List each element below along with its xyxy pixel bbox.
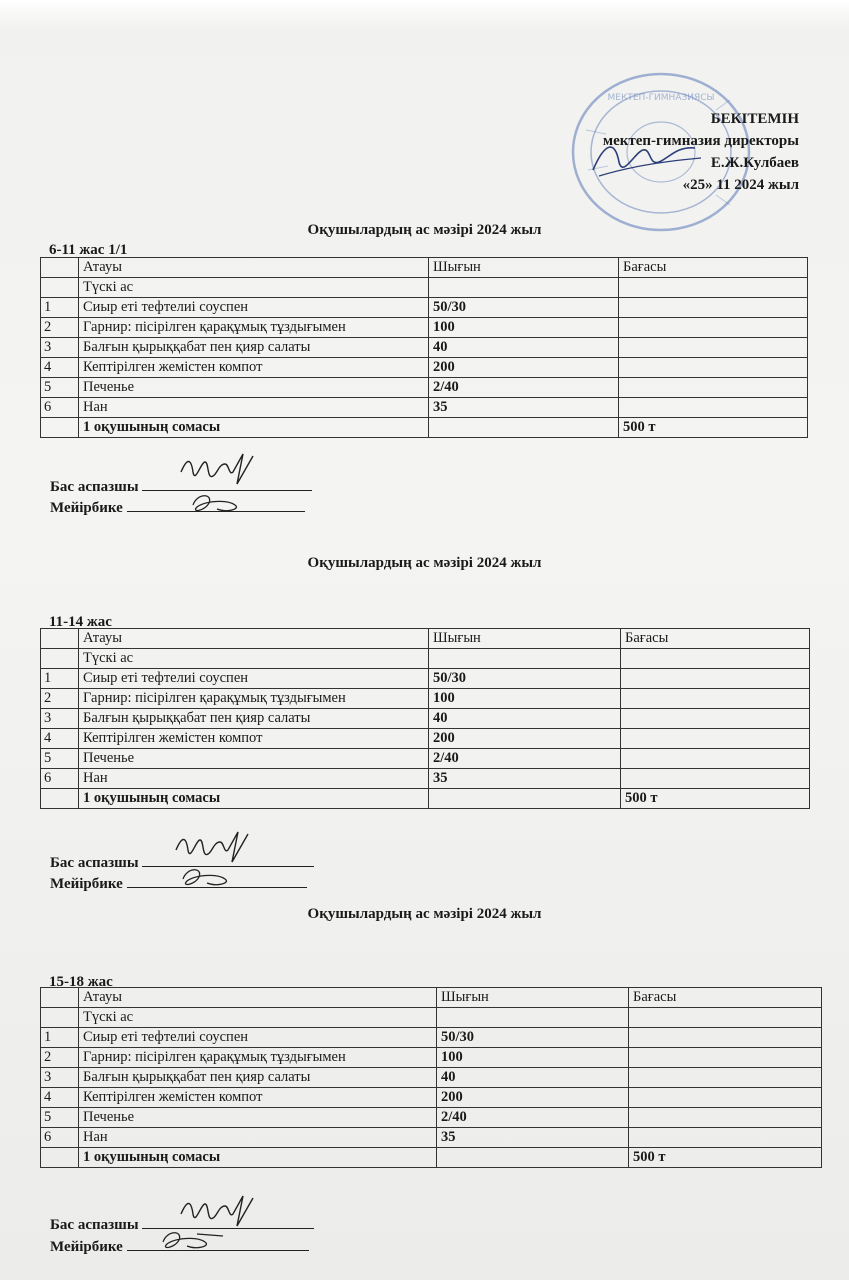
row-number: 4 <box>41 729 79 749</box>
dish-price <box>619 378 808 398</box>
section-row <box>41 278 808 298</box>
signature-blank <box>127 1236 309 1251</box>
dish-price <box>629 1068 822 1088</box>
dish-name: Гарнир: пісірілген қарақұмық тұздығымен <box>79 689 429 709</box>
row-number: 6 <box>41 769 79 789</box>
nurse-signature <box>157 1226 227 1252</box>
menu-table <box>40 628 810 809</box>
table-row <box>41 689 810 709</box>
table-row <box>41 1028 822 1048</box>
nurse-signature-line <box>50 1236 309 1256</box>
dish-portion: 50/30 <box>437 1028 629 1048</box>
dish-name: Сиыр еті тефтелиі соуспен <box>79 669 429 689</box>
director-signature <box>585 132 705 187</box>
dish-name: Балғын қырыққабат пен қияр салаты <box>79 1068 437 1088</box>
table-row <box>41 338 808 358</box>
column-header-portion: Шығын <box>437 988 629 1008</box>
dish-name: Балғын қырыққабат пен қияр салаты <box>79 338 429 358</box>
row-number: 1 <box>41 1028 79 1048</box>
dish-name: Печенье <box>79 749 429 769</box>
dish-price <box>619 298 808 318</box>
dish-portion: 100 <box>429 689 621 709</box>
row-number: 5 <box>41 1108 79 1128</box>
dish-portion: 100 <box>429 318 619 338</box>
dish-name: Кептірілген жемістен компот <box>79 729 429 749</box>
table-header-row <box>41 629 810 649</box>
dish-name: Гарнир: пісірілген қарақұмық тұздығымен <box>79 1048 437 1068</box>
column-header-name: Атауы <box>79 258 429 278</box>
approval-director-name: Е.Ж.Кулбаев <box>710 155 799 171</box>
dish-price <box>619 398 808 418</box>
table-row <box>41 709 810 729</box>
dish-portion: 50/30 <box>429 298 619 318</box>
dish-portion: 2/40 <box>429 749 621 769</box>
nurse-label: Мейірбике <box>50 1239 123 1255</box>
column-header-price: Бағасы <box>619 258 808 278</box>
table-row <box>41 318 808 338</box>
dish-name: Сиыр еті тефтелиі соуспен <box>79 298 429 318</box>
nurse-label: Мейірбике <box>50 500 123 516</box>
approval-position: мектеп-гимназия директоры <box>602 133 799 149</box>
table-row <box>41 729 810 749</box>
dish-portion: 2/40 <box>429 378 619 398</box>
dish-portion: 35 <box>437 1128 629 1148</box>
dish-portion: 40 <box>429 338 619 358</box>
dish-name: Нан <box>79 398 429 418</box>
nurse-signature-line <box>50 873 307 893</box>
dish-price <box>619 358 808 378</box>
dish-name: Печенье <box>79 378 429 398</box>
table-row <box>41 749 810 769</box>
table-row <box>41 669 810 689</box>
row-number: 2 <box>41 318 79 338</box>
total-value: 500 т <box>621 789 810 809</box>
table-row <box>41 769 810 789</box>
row-number: 3 <box>41 338 79 358</box>
stamp-text: МЕКТЕП-ГИМНАЗИЯСЫ <box>607 93 715 103</box>
total-label: 1 оқушының сомасы <box>79 789 429 809</box>
dish-name: Кептірілген жемістен компот <box>79 1088 437 1108</box>
dish-portion: 100 <box>437 1048 629 1068</box>
column-header-portion: Шығын <box>429 258 619 278</box>
signature-blank <box>127 497 305 512</box>
dish-portion: 2/40 <box>437 1108 629 1128</box>
menu-table <box>40 987 822 1168</box>
menu-title: Оқушылардың ас мәзірі 2024 жыл <box>307 906 542 922</box>
dish-price <box>621 749 810 769</box>
nurse-signature-line <box>50 497 305 517</box>
table-row <box>41 298 808 318</box>
head-cook-label: Бас аспазшы <box>50 479 139 495</box>
dish-price <box>629 1088 822 1108</box>
total-label: 1 оқушының сомасы <box>79 418 429 438</box>
dish-price <box>629 1128 822 1148</box>
dish-portion: 200 <box>429 358 619 378</box>
dish-portion: 200 <box>437 1088 629 1108</box>
dish-name: Нан <box>79 769 429 789</box>
dish-price <box>621 669 810 689</box>
row-number: 2 <box>41 1048 79 1068</box>
dish-price <box>621 729 810 749</box>
dish-name: Сиыр еті тефтелиі соуспен <box>79 1028 437 1048</box>
nurse-signature <box>187 489 247 515</box>
table-row <box>41 398 808 418</box>
dish-portion: 200 <box>429 729 621 749</box>
dish-portion: 40 <box>437 1068 629 1088</box>
age-group: 15-18 жас <box>49 974 113 990</box>
dish-price <box>621 769 810 789</box>
menu-title: Оқушылардың ас мәзірі 2024 жыл <box>307 555 542 571</box>
column-header-name: Атауы <box>79 629 429 649</box>
nurse-label: Мейірбике <box>50 876 123 892</box>
total-row <box>41 1148 822 1168</box>
table-row <box>41 358 808 378</box>
section-row <box>41 1008 822 1028</box>
total-label: 1 оқушының сомасы <box>79 1148 437 1168</box>
table-row <box>41 378 808 398</box>
row-number: 6 <box>41 1128 79 1148</box>
table-row <box>41 1108 822 1128</box>
approval-date: «25» 11 2024 жыл <box>682 177 799 193</box>
row-number: 1 <box>41 669 79 689</box>
signature-blank <box>127 873 307 888</box>
dish-name: Кептірілген жемістен компот <box>79 358 429 378</box>
total-value: 500 т <box>619 418 808 438</box>
row-number: 1 <box>41 298 79 318</box>
dish-portion: 50/30 <box>429 669 621 689</box>
dish-portion: 35 <box>429 769 621 789</box>
dish-name: Балғын қырыққабат пен қияр салаты <box>79 709 429 729</box>
row-number: 5 <box>41 749 79 769</box>
total-row <box>41 789 810 809</box>
dish-price <box>629 1028 822 1048</box>
dish-price <box>621 689 810 709</box>
dish-price <box>619 338 808 358</box>
section-label: Түскі ас <box>79 1008 437 1028</box>
row-number: 4 <box>41 1088 79 1108</box>
section-label: Түскі ас <box>79 649 429 669</box>
cook-signature <box>177 1192 257 1230</box>
head-cook-label: Бас аспазшы <box>50 855 139 871</box>
table-row <box>41 1048 822 1068</box>
head-cook-label: Бас аспазшы <box>50 1217 139 1233</box>
cook-signature <box>172 828 252 866</box>
dish-price <box>619 318 808 338</box>
dish-name: Печенье <box>79 1108 437 1128</box>
row-number: 3 <box>41 709 79 729</box>
row-number: 3 <box>41 1068 79 1088</box>
section-row <box>41 649 810 669</box>
nurse-signature <box>177 863 237 889</box>
total-row <box>41 418 808 438</box>
table-row <box>41 1088 822 1108</box>
dish-price <box>629 1048 822 1068</box>
dish-portion: 35 <box>429 398 619 418</box>
column-header-portion: Шығын <box>429 629 621 649</box>
dish-name: Нан <box>79 1128 437 1148</box>
column-header-name: Атауы <box>79 988 437 1008</box>
row-number: 5 <box>41 378 79 398</box>
menu-title: Оқушылардың ас мәзірі 2024 жыл <box>307 222 542 238</box>
dish-portion: 40 <box>429 709 621 729</box>
cook-signature <box>177 450 257 488</box>
age-group: 6-11 жас 1/1 <box>49 242 128 258</box>
column-header-price: Бағасы <box>629 988 822 1008</box>
dish-name: Гарнир: пісірілген қарақұмық тұздығымен <box>79 318 429 338</box>
age-group: 11-14 жас <box>49 614 112 630</box>
head-cook-signature-line <box>50 476 312 496</box>
table-row <box>41 1128 822 1148</box>
total-value: 500 т <box>629 1148 822 1168</box>
table-header-row <box>41 988 822 1008</box>
column-header-price: Бағасы <box>621 629 810 649</box>
row-number: 4 <box>41 358 79 378</box>
dish-price <box>621 709 810 729</box>
section-label: Түскі ас <box>79 278 429 298</box>
approval-title: БЕКІТЕМІН <box>710 111 799 127</box>
row-number: 6 <box>41 398 79 418</box>
table-row <box>41 1068 822 1088</box>
row-number: 2 <box>41 689 79 709</box>
paper-top-edge <box>0 0 849 28</box>
table-header-row <box>41 258 808 278</box>
menu-table <box>40 257 808 438</box>
dish-price <box>629 1108 822 1128</box>
